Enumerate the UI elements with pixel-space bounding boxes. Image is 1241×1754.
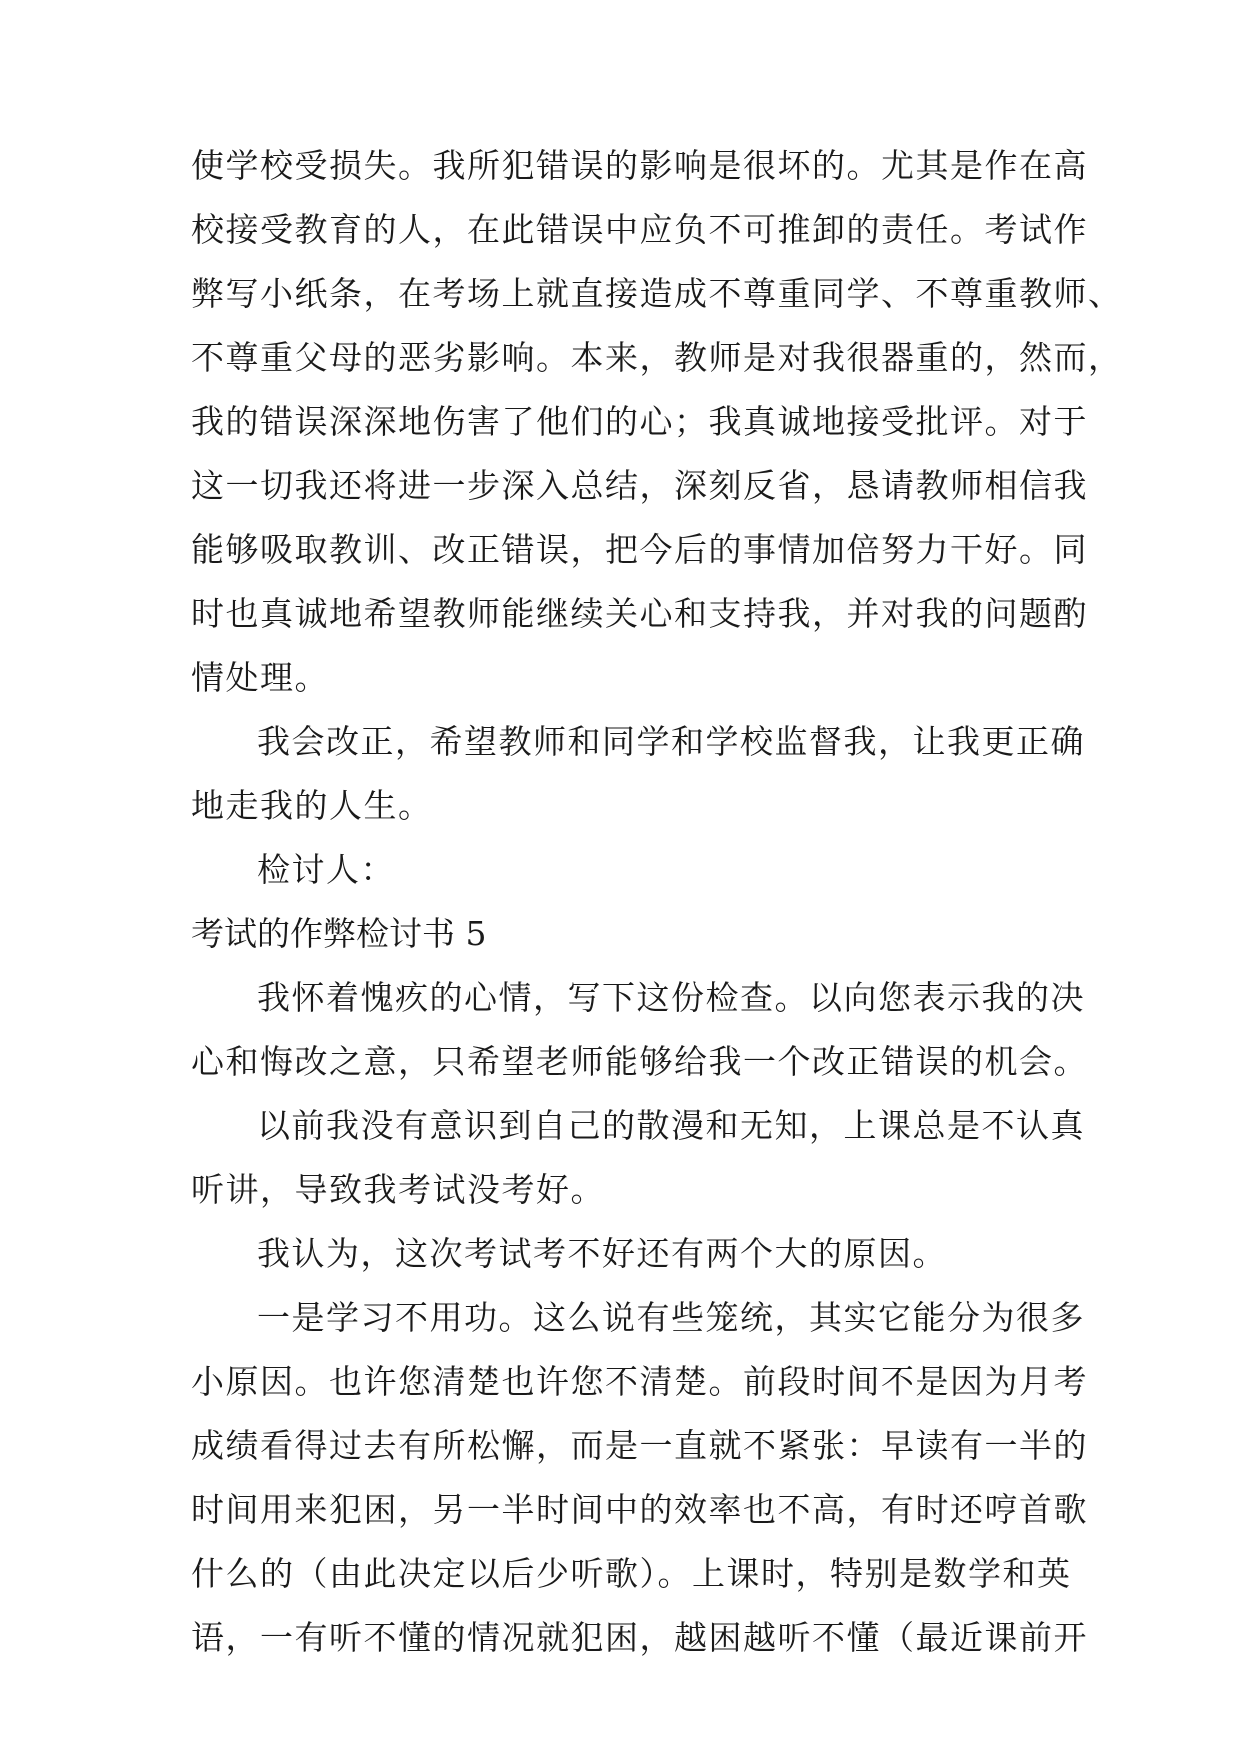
text-line: 使学校受损失。我所犯错误的影响是很坏的。尤其是作在高 (191, 146, 1088, 185)
section-heading: 考试的作弊检讨书 5 (191, 914, 487, 953)
text-line: 语，一有听不懂的情况就犯困，越困越听不懂（最近课前开 (191, 1618, 1088, 1657)
text-line: 一是学习不用功。这么说有些笼统，其实它能分为很多 (257, 1298, 1085, 1337)
text-line: 我怀着愧疚的心情，写下这份检查。以向您表示我的决 (257, 978, 1085, 1017)
text-line: 时也真诚地希望教师能继续关心和支持我，并对我的问题酌 (191, 594, 1088, 633)
text-line: 成绩看得过去有所松懈，而是一直就不紧张：早读有一半的 (191, 1426, 1088, 1465)
text-line: 心和悔改之意，只希望老师能够给我一个改正错误的机会。 (191, 1042, 1088, 1081)
text-line: 弊写小纸条，在考场上就直接造成不尊重同学、不尊重教师、 (191, 274, 1123, 313)
document-body (191, 134, 1123, 1670)
text-line: 我认为，这次考试考不好还有两个大的原因。 (257, 1234, 947, 1273)
text-line: 情处理。 (191, 658, 329, 697)
text-line: 能够吸取教训、改正错误，把今后的事情加倍努力干好。同 (191, 530, 1088, 569)
text-line: 以前我没有意识到自己的散漫和无知，上课总是不认真 (257, 1106, 1085, 1145)
text-line: 听讲，导致我考试没考好。 (191, 1170, 605, 1209)
text-line: 不尊重父母的恶劣影响。本来，教师是对我很器重的，然而， (191, 338, 1123, 377)
text-line: 地走我的人生。 (191, 786, 433, 825)
text-line: 这一切我还将进一步深入总结，深刻反省，恳请教师相信我 (191, 466, 1088, 505)
text-line: 我的错误深深地伤害了他们的心；我真诚地接受批评。对于 (191, 402, 1088, 441)
text-line: 什么的（由此决定以后少听歌）。上课时，特别是数学和英 (191, 1554, 1072, 1593)
text-line: 我会改正，希望教师和同学和学校监督我，让我更正确 (257, 722, 1085, 761)
text-line: 时间用来犯困，另一半时间中的效率也不高，有时还哼首歌 (191, 1490, 1088, 1529)
text-line: 小原因。也许您清楚也许您不清楚。前段时间不是因为月考 (191, 1362, 1088, 1401)
signature-label: 检讨人： (257, 850, 395, 889)
text-line: 校接受教育的人，在此错误中应负不可推卸的责任。考试作 (191, 210, 1088, 249)
